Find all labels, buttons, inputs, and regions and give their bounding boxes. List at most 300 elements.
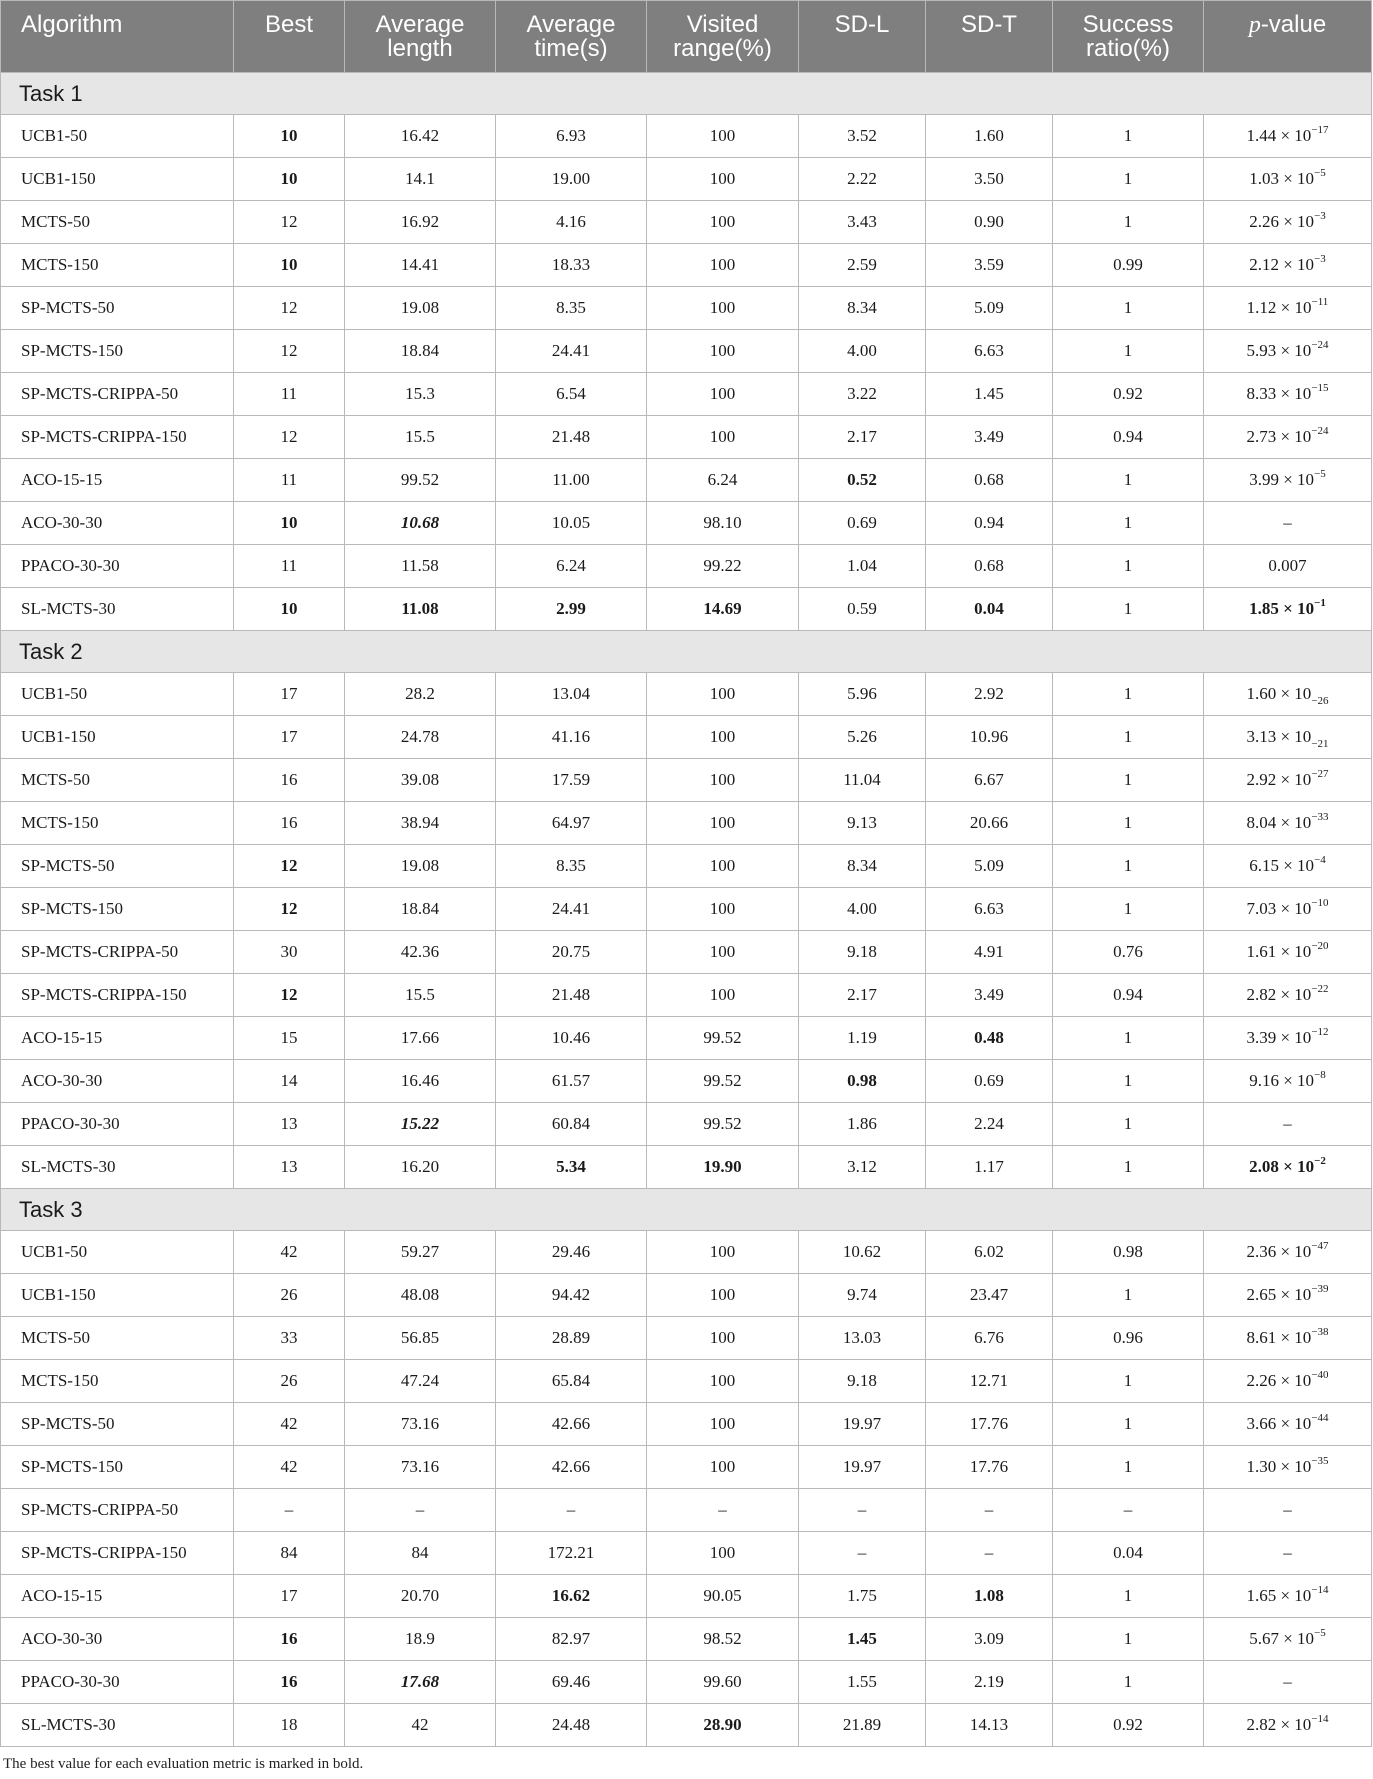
cell-value: 8.34 bbox=[847, 298, 877, 317]
cell-value: 15 bbox=[280, 1028, 298, 1047]
table-cell-sd-t bbox=[926, 1146, 1053, 1189]
cell-value: 30 bbox=[280, 942, 298, 961]
table-cell-visited-range bbox=[647, 673, 799, 716]
table-cell-algorithm bbox=[1, 716, 234, 759]
table-row bbox=[1, 1360, 1372, 1403]
table-cell-average-time bbox=[496, 1575, 647, 1618]
cell-value: 100 bbox=[709, 427, 736, 446]
table-cell-sd-l bbox=[799, 802, 926, 845]
cell-value: 12 bbox=[280, 899, 298, 918]
p-value-mantissa: 2.73 × 10 bbox=[1246, 427, 1312, 446]
cell-value: 2.92 bbox=[974, 684, 1004, 703]
table-cell-p-value bbox=[1204, 1704, 1372, 1747]
table-cell-average-time bbox=[496, 974, 647, 1017]
table-cell-success-ratio bbox=[1053, 373, 1204, 416]
table-cell-sd-t bbox=[926, 1360, 1053, 1403]
table-cell-average-length bbox=[345, 373, 496, 416]
table-cell-algorithm bbox=[1, 673, 234, 716]
table-row bbox=[1, 1575, 1372, 1618]
p-value-mantissa: 3.99 × 10 bbox=[1249, 470, 1315, 489]
table-row bbox=[1, 802, 1372, 845]
cell-value bbox=[1249, 255, 1326, 274]
cell-value: 98.52 bbox=[703, 1629, 742, 1648]
table-cell-visited-range bbox=[647, 287, 799, 330]
cell-value: 12 bbox=[280, 985, 298, 1004]
table-row bbox=[1, 1704, 1372, 1747]
table-cell-algorithm bbox=[1, 1489, 234, 1532]
section-title: Task 1 bbox=[1, 73, 1372, 115]
cell-value: 1 bbox=[1123, 1157, 1133, 1176]
cell-value: 1 bbox=[1123, 169, 1133, 188]
cell-value bbox=[1249, 169, 1326, 188]
cell-value: 0.94 bbox=[1113, 427, 1143, 446]
cell-value: 14.69 bbox=[703, 599, 742, 618]
p-value-exponent: −27 bbox=[1311, 768, 1329, 780]
table-cell-best bbox=[234, 1704, 345, 1747]
cell-value: SP-MCTS-CRIPPA-50 bbox=[21, 1500, 179, 1519]
table-cell-average-length bbox=[345, 1661, 496, 1704]
p-value-mantissa: 6.15 × 10 bbox=[1249, 856, 1315, 875]
cell-value: 19.00 bbox=[551, 169, 591, 188]
p-value-exponent: −5 bbox=[1314, 167, 1326, 179]
table-cell-p-value bbox=[1204, 1231, 1372, 1274]
table-cell-average-time bbox=[496, 158, 647, 201]
cell-value: 8.35 bbox=[556, 856, 586, 875]
table-cell-success-ratio bbox=[1053, 459, 1204, 502]
header-row bbox=[1, 1, 1372, 73]
table-cell-sd-l bbox=[799, 1618, 926, 1661]
cell-value: 0.98 bbox=[1113, 1242, 1143, 1261]
table-cell-average-length bbox=[345, 158, 496, 201]
cell-value bbox=[1246, 813, 1328, 832]
table-cell-best bbox=[234, 158, 345, 201]
cell-value: 0.90 bbox=[974, 212, 1004, 231]
table-cell-best bbox=[234, 1060, 345, 1103]
table-cell-visited-range bbox=[647, 974, 799, 1017]
table-cell-sd-t bbox=[926, 1446, 1053, 1489]
cell-value: 16 bbox=[280, 1672, 298, 1691]
table-cell-visited-range bbox=[647, 545, 799, 588]
table-cell-sd-t bbox=[926, 459, 1053, 502]
table-row bbox=[1, 1661, 1372, 1704]
cell-value: 172.21 bbox=[547, 1543, 595, 1562]
table-cell-p-value bbox=[1204, 287, 1372, 330]
table-cell-best bbox=[234, 1274, 345, 1317]
cell-value: UCB1-50 bbox=[21, 126, 88, 145]
cell-value: 0.69 bbox=[974, 1071, 1004, 1090]
table-cell-sd-l bbox=[799, 115, 926, 158]
cell-value: 1 bbox=[1123, 813, 1133, 832]
section-row bbox=[1, 1189, 1372, 1231]
table-cell-algorithm bbox=[1, 502, 234, 545]
table-cell-visited-range bbox=[647, 1661, 799, 1704]
table-cell-average-time bbox=[496, 115, 647, 158]
cell-value: 16.92 bbox=[400, 212, 440, 231]
table-cell-best bbox=[234, 545, 345, 588]
cell-value: – bbox=[857, 1500, 867, 1519]
cell-value: 15.3 bbox=[405, 384, 435, 403]
cell-value bbox=[1246, 727, 1329, 750]
cell-value: 1 bbox=[1123, 599, 1133, 618]
cell-value: 12 bbox=[280, 427, 298, 446]
cell-value: – bbox=[1283, 1672, 1292, 1691]
table-cell-best bbox=[234, 1231, 345, 1274]
cell-value: 47.24 bbox=[400, 1371, 440, 1390]
table-cell-best bbox=[234, 1661, 345, 1704]
cell-value: SL-MCTS-30 bbox=[21, 599, 116, 618]
section-title: Task 2 bbox=[1, 631, 1372, 673]
table-cell-sd-t bbox=[926, 545, 1053, 588]
table-row bbox=[1, 1231, 1372, 1274]
p-value-exponent: −1 bbox=[1314, 597, 1326, 609]
table-cell-visited-range bbox=[647, 845, 799, 888]
table-cell-best bbox=[234, 1575, 345, 1618]
table-cell-sd-l bbox=[799, 716, 926, 759]
cell-value bbox=[1249, 212, 1326, 231]
cell-value: 100 bbox=[709, 1242, 736, 1261]
p-value-exponent: −4 bbox=[1314, 854, 1326, 866]
table-cell-success-ratio bbox=[1053, 931, 1204, 974]
cell-value: 26 bbox=[280, 1285, 298, 1304]
table-cell-algorithm bbox=[1, 1360, 234, 1403]
table-cell-success-ratio bbox=[1053, 1575, 1204, 1618]
table-row bbox=[1, 974, 1372, 1017]
table-row bbox=[1, 1618, 1372, 1661]
cell-value: 61.57 bbox=[551, 1071, 591, 1090]
table-cell-p-value bbox=[1204, 759, 1372, 802]
table-cell-average-length bbox=[345, 416, 496, 459]
cell-value: 21.48 bbox=[551, 427, 591, 446]
table-cell-visited-range bbox=[647, 1317, 799, 1360]
p-value-mantissa: 1.03 × 10 bbox=[1249, 169, 1315, 188]
table-cell-average-length bbox=[345, 1618, 496, 1661]
cell-value: 10.62 bbox=[842, 1242, 882, 1261]
cell-value: 1.04 bbox=[847, 556, 877, 575]
table-cell-average-time bbox=[496, 1274, 647, 1317]
table-cell-sd-t bbox=[926, 888, 1053, 931]
cell-value: 60.84 bbox=[551, 1114, 591, 1133]
cell-value bbox=[1246, 341, 1328, 360]
table-cell-success-ratio bbox=[1053, 888, 1204, 931]
table-cell-average-time bbox=[496, 201, 647, 244]
table-cell-average-time bbox=[496, 287, 647, 330]
section-row bbox=[1, 73, 1372, 115]
table-cell-best bbox=[234, 330, 345, 373]
p-value-mantissa: 1.60 × 10 bbox=[1246, 684, 1312, 703]
p-value-exponent: −22 bbox=[1311, 983, 1329, 995]
p-value-mantissa: 3.39 × 10 bbox=[1246, 1028, 1312, 1047]
p-value-exponent: −21 bbox=[1311, 738, 1329, 750]
table-row bbox=[1, 888, 1372, 931]
table-cell-algorithm bbox=[1, 1060, 234, 1103]
table-cell-average-length bbox=[345, 588, 496, 631]
table-cell-algorithm bbox=[1, 287, 234, 330]
table-cell-visited-range bbox=[647, 115, 799, 158]
cell-value bbox=[1246, 684, 1329, 707]
cell-value: 10 bbox=[280, 169, 298, 188]
p-value-mantissa: 8.33 × 10 bbox=[1246, 384, 1312, 403]
cell-value: SL-MCTS-30 bbox=[21, 1715, 116, 1734]
table-cell-visited-range bbox=[647, 888, 799, 931]
table-cell-sd-t bbox=[926, 802, 1053, 845]
cell-value: 10.46 bbox=[551, 1028, 591, 1047]
table-cell-best bbox=[234, 588, 345, 631]
table-cell-p-value bbox=[1204, 158, 1372, 201]
p-value-exponent: −10 bbox=[1311, 897, 1329, 909]
table-cell-visited-range bbox=[647, 373, 799, 416]
cell-value: 10.05 bbox=[551, 513, 591, 532]
table-cell-p-value bbox=[1204, 1146, 1372, 1189]
cell-value: 4.16 bbox=[556, 212, 586, 231]
p-value-exponent: −47 bbox=[1311, 1240, 1329, 1252]
cell-value: PPACO-30-30 bbox=[21, 556, 120, 575]
p-value-exponent: −5 bbox=[1314, 468, 1326, 480]
cell-value: 0.92 bbox=[1113, 1715, 1143, 1734]
table-cell-p-value bbox=[1204, 244, 1372, 287]
cell-value: 42 bbox=[280, 1457, 298, 1476]
cell-value: 14 bbox=[280, 1071, 298, 1090]
cell-value: 3.52 bbox=[847, 126, 877, 145]
cell-value: 1.45 bbox=[974, 384, 1004, 403]
cell-value: 1.55 bbox=[847, 1672, 877, 1691]
table-cell-sd-l bbox=[799, 1060, 926, 1103]
table-cell-best bbox=[234, 1017, 345, 1060]
table-cell-p-value bbox=[1204, 373, 1372, 416]
cell-value: 6.63 bbox=[974, 899, 1004, 918]
table-cell-average-time bbox=[496, 1532, 647, 1575]
table-cell-sd-t bbox=[926, 1060, 1053, 1103]
cell-value: SL-MCTS-30 bbox=[21, 1157, 116, 1176]
cell-value: 100 bbox=[709, 126, 736, 145]
cell-value: 5.09 bbox=[974, 856, 1004, 875]
table-cell-visited-range bbox=[647, 244, 799, 287]
cell-value: 2.22 bbox=[847, 169, 877, 188]
table-cell-average-time bbox=[496, 373, 647, 416]
cell-value: ACO-30-30 bbox=[21, 1071, 103, 1090]
table-cell-success-ratio bbox=[1053, 502, 1204, 545]
table-cell-algorithm bbox=[1, 802, 234, 845]
table-cell-p-value bbox=[1204, 1489, 1372, 1532]
cell-value: 2.24 bbox=[974, 1114, 1004, 1133]
table-cell-p-value bbox=[1204, 1017, 1372, 1060]
header-text: time(s) bbox=[534, 35, 608, 62]
cell-value bbox=[1246, 126, 1328, 145]
table-cell-average-length bbox=[345, 673, 496, 716]
p-value-mantissa: 1.61 × 10 bbox=[1246, 942, 1312, 961]
cell-value: 100 bbox=[709, 985, 736, 1004]
cell-value: 33 bbox=[280, 1328, 298, 1347]
table-row bbox=[1, 1060, 1372, 1103]
table-row bbox=[1, 373, 1372, 416]
cell-value: 99.52 bbox=[703, 1114, 742, 1133]
table-cell-average-time bbox=[496, 545, 647, 588]
header-col-sd-t bbox=[926, 1, 1053, 73]
table-cell-algorithm bbox=[1, 1704, 234, 1747]
table-cell-sd-t bbox=[926, 1489, 1053, 1532]
header-col-average-length bbox=[345, 1, 496, 73]
table-cell-visited-range bbox=[647, 716, 799, 759]
table-cell-algorithm bbox=[1, 1017, 234, 1060]
cell-value: 100 bbox=[709, 255, 736, 274]
cell-value: 0.98 bbox=[847, 1071, 877, 1090]
cell-value: 100 bbox=[709, 1285, 736, 1304]
cell-value: 21.48 bbox=[551, 985, 591, 1004]
cell-value: 9.13 bbox=[847, 813, 877, 832]
p-value-mantissa: 2.92 × 10 bbox=[1246, 770, 1312, 789]
table-row bbox=[1, 1403, 1372, 1446]
cell-value: 65.84 bbox=[551, 1371, 591, 1390]
cell-value: 9.18 bbox=[847, 942, 877, 961]
table-cell-p-value bbox=[1204, 716, 1372, 759]
table-cell-average-time bbox=[496, 931, 647, 974]
cell-value: 0.76 bbox=[1113, 942, 1143, 961]
cell-value bbox=[1249, 1629, 1326, 1648]
header-text: Average bbox=[375, 11, 465, 38]
cell-value: 0.59 bbox=[847, 599, 877, 618]
cell-value: 1.08 bbox=[974, 1586, 1004, 1605]
table-cell-average-time bbox=[496, 1103, 647, 1146]
cell-value: 4.00 bbox=[847, 341, 877, 360]
cell-value: 3.09 bbox=[974, 1629, 1004, 1648]
table-cell-average-length bbox=[345, 115, 496, 158]
table-cell-visited-range bbox=[647, 1446, 799, 1489]
table-cell-average-time bbox=[496, 845, 647, 888]
cell-value: 84 bbox=[411, 1543, 429, 1562]
cell-value: 13.03 bbox=[842, 1328, 882, 1347]
table-cell-visited-range bbox=[647, 1103, 799, 1146]
table-cell-average-time bbox=[496, 1060, 647, 1103]
header-col-visited-range bbox=[647, 1, 799, 73]
table-cell-sd-l bbox=[799, 1146, 926, 1189]
cell-value: 1 bbox=[1123, 1371, 1133, 1390]
cell-value: 10 bbox=[280, 126, 298, 145]
cell-value: 8.35 bbox=[556, 298, 586, 317]
table-cell-best bbox=[234, 1446, 345, 1489]
table-cell-average-time bbox=[496, 1704, 647, 1747]
cell-value: 17 bbox=[280, 684, 298, 703]
table-cell-best bbox=[234, 1618, 345, 1661]
cell-value: 11 bbox=[280, 384, 298, 403]
cell-value: – bbox=[857, 1543, 867, 1562]
table-row bbox=[1, 459, 1372, 502]
table-cell-visited-range bbox=[647, 802, 799, 845]
cell-value: 1.60 bbox=[974, 126, 1004, 145]
cell-value: 56.85 bbox=[400, 1328, 440, 1347]
header-text: p bbox=[1248, 12, 1261, 38]
table-cell-sd-t bbox=[926, 1103, 1053, 1146]
table-cell-algorithm bbox=[1, 1146, 234, 1189]
table-cell-success-ratio bbox=[1053, 1317, 1204, 1360]
cell-value: MCTS-150 bbox=[21, 813, 99, 832]
table-cell-sd-t bbox=[926, 115, 1053, 158]
cell-value bbox=[1246, 384, 1328, 403]
table-cell-p-value bbox=[1204, 1103, 1372, 1146]
table-cell-average-length bbox=[345, 888, 496, 931]
cell-value: 12 bbox=[280, 856, 298, 875]
table-cell-best bbox=[234, 244, 345, 287]
table-cell-visited-range bbox=[647, 931, 799, 974]
header-text: range(%) bbox=[673, 35, 772, 62]
cell-value: 11.08 bbox=[401, 599, 439, 618]
p-value-exponent: −14 bbox=[1311, 1584, 1329, 1596]
table-cell-sd-l bbox=[799, 1446, 926, 1489]
cell-value bbox=[1246, 985, 1328, 1004]
table-cell-p-value bbox=[1204, 115, 1372, 158]
cell-value: 100 bbox=[709, 813, 736, 832]
cell-value: SP-MCTS-150 bbox=[21, 1457, 124, 1476]
cell-value: 18.33 bbox=[551, 255, 591, 274]
table-cell-average-time bbox=[496, 416, 647, 459]
cell-value bbox=[1246, 1028, 1328, 1047]
table-cell-sd-l bbox=[799, 158, 926, 201]
table-cell-success-ratio bbox=[1053, 244, 1204, 287]
table-cell-visited-range bbox=[647, 1403, 799, 1446]
cell-value: 2.17 bbox=[847, 985, 877, 1004]
cell-value: 5.09 bbox=[974, 298, 1004, 317]
table-row bbox=[1, 1017, 1372, 1060]
table-cell-average-length bbox=[345, 1446, 496, 1489]
p-value-mantissa: 8.04 × 10 bbox=[1246, 813, 1312, 832]
cell-value: 9.74 bbox=[847, 1285, 877, 1304]
table-cell-p-value bbox=[1204, 1618, 1372, 1661]
cell-value: SP-MCTS-CRIPPA-150 bbox=[21, 1543, 187, 1562]
table-cell-sd-t bbox=[926, 201, 1053, 244]
table-cell-average-length bbox=[345, 1532, 496, 1575]
table-row bbox=[1, 1532, 1372, 1575]
cell-value: 11.04 bbox=[843, 770, 881, 789]
cell-value: – bbox=[566, 1500, 576, 1519]
table-row bbox=[1, 1489, 1372, 1532]
cell-value: 39.08 bbox=[400, 770, 440, 789]
cell-value bbox=[1246, 1457, 1328, 1476]
table-row bbox=[1, 115, 1372, 158]
table-cell-success-ratio bbox=[1053, 1446, 1204, 1489]
cell-value: MCTS-50 bbox=[21, 770, 90, 789]
cell-value: 100 bbox=[709, 1414, 736, 1433]
table-footnote: The best value for each evaluation metric is marked in bold. bbox=[3, 1756, 364, 1772]
cell-value: UCB1-150 bbox=[21, 169, 96, 188]
table-cell-average-length bbox=[345, 759, 496, 802]
cell-value bbox=[1249, 856, 1326, 875]
table-cell-sd-t bbox=[926, 1017, 1053, 1060]
header-text: SD-L bbox=[834, 11, 890, 38]
p-value-mantissa: 2.12 × 10 bbox=[1249, 255, 1315, 274]
p-value-exponent: −20 bbox=[1311, 940, 1329, 952]
table-cell-algorithm bbox=[1, 373, 234, 416]
table-cell-sd-l bbox=[799, 1231, 926, 1274]
cell-value: UCB1-50 bbox=[21, 1242, 88, 1261]
cell-value: 99.60 bbox=[703, 1672, 742, 1691]
cell-value: 1 bbox=[1123, 126, 1133, 145]
table-cell-algorithm bbox=[1, 201, 234, 244]
table-cell-sd-l bbox=[799, 287, 926, 330]
cell-value: 100 bbox=[709, 942, 736, 961]
cell-value: SP-MCTS-50 bbox=[21, 1414, 115, 1433]
table-cell-success-ratio bbox=[1053, 330, 1204, 373]
cell-value: 28.89 bbox=[551, 1328, 591, 1347]
cell-value: 17.76 bbox=[969, 1414, 1009, 1433]
table-cell-best bbox=[234, 1146, 345, 1189]
table-cell-best bbox=[234, 931, 345, 974]
section-title: Task 3 bbox=[1, 1189, 1372, 1231]
cell-value: 13 bbox=[280, 1157, 298, 1176]
header-col-sd-l bbox=[799, 1, 926, 73]
table-cell-best bbox=[234, 1489, 345, 1532]
cell-value: 4.00 bbox=[847, 899, 877, 918]
cell-value: 15.22 bbox=[400, 1114, 440, 1133]
cell-value: 11 bbox=[280, 470, 298, 489]
table-cell-algorithm bbox=[1, 1317, 234, 1360]
